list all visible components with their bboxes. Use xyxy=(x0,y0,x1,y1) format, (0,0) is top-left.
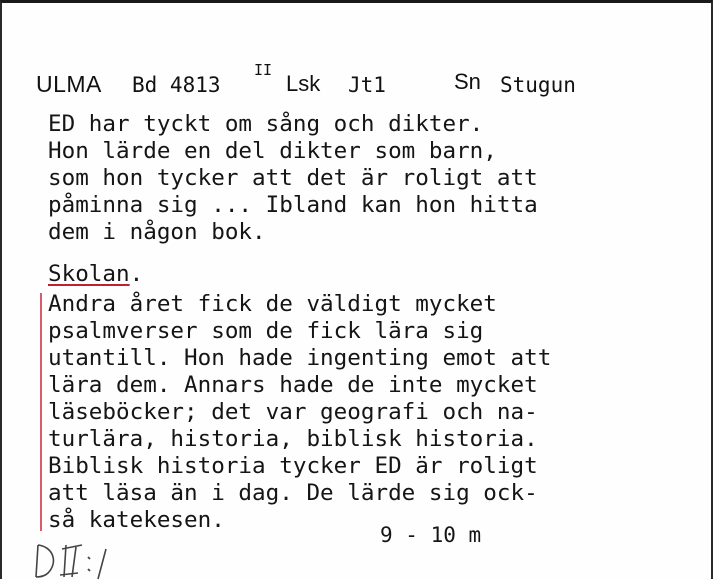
region-label: Lsk xyxy=(286,71,321,96)
text-line: dem i någon bok. xyxy=(48,219,266,245)
text-line: Andra året fick de väldigt mycket xyxy=(48,291,497,317)
section-paragraph xyxy=(48,291,551,534)
parish-label: Sn xyxy=(454,69,481,94)
text-line: Hon lärde en del dikter som barn, xyxy=(48,138,497,164)
text-line: som hon tycker att det är roligt att xyxy=(48,165,538,191)
volume-suffix: II xyxy=(254,61,273,79)
margin-mark xyxy=(40,293,42,531)
section-heading-label: Skolan xyxy=(48,261,130,287)
handwritten-signature xyxy=(30,537,140,581)
text-line: turlära, historia, biblisk historia. xyxy=(48,426,538,452)
text-line: Biblisk historia tycker ED är roligt xyxy=(48,453,538,479)
volume-number: Bd 4813 xyxy=(132,73,221,97)
text-line: ED har tyckt om sång och dikter. xyxy=(48,111,484,137)
text-line: läseböcker; det var geografi och na- xyxy=(48,399,538,425)
region-code: Jt1 xyxy=(348,73,386,97)
card-header xyxy=(36,61,696,103)
archive-code: ULMA xyxy=(36,71,102,97)
section-heading-suffix: . xyxy=(129,261,144,287)
intro-paragraph xyxy=(48,111,538,246)
text-line: påminna sig ... Ibland kan hon hitta xyxy=(48,192,538,218)
parish-name: Stugun xyxy=(500,73,576,97)
text-line: utantill. Hon hade ingenting emot att xyxy=(48,345,552,371)
text-line: lära dem. Annars hade de inte mycket xyxy=(48,372,538,398)
text-line: psalmverser som de fick lära sig xyxy=(48,318,484,344)
text-line: att läsa än i dag. De lärde sig ock- xyxy=(48,480,538,506)
section-heading xyxy=(48,261,143,288)
page-reference: 9 - 10 m xyxy=(380,523,482,547)
text-line: så katekesen. xyxy=(48,507,225,533)
